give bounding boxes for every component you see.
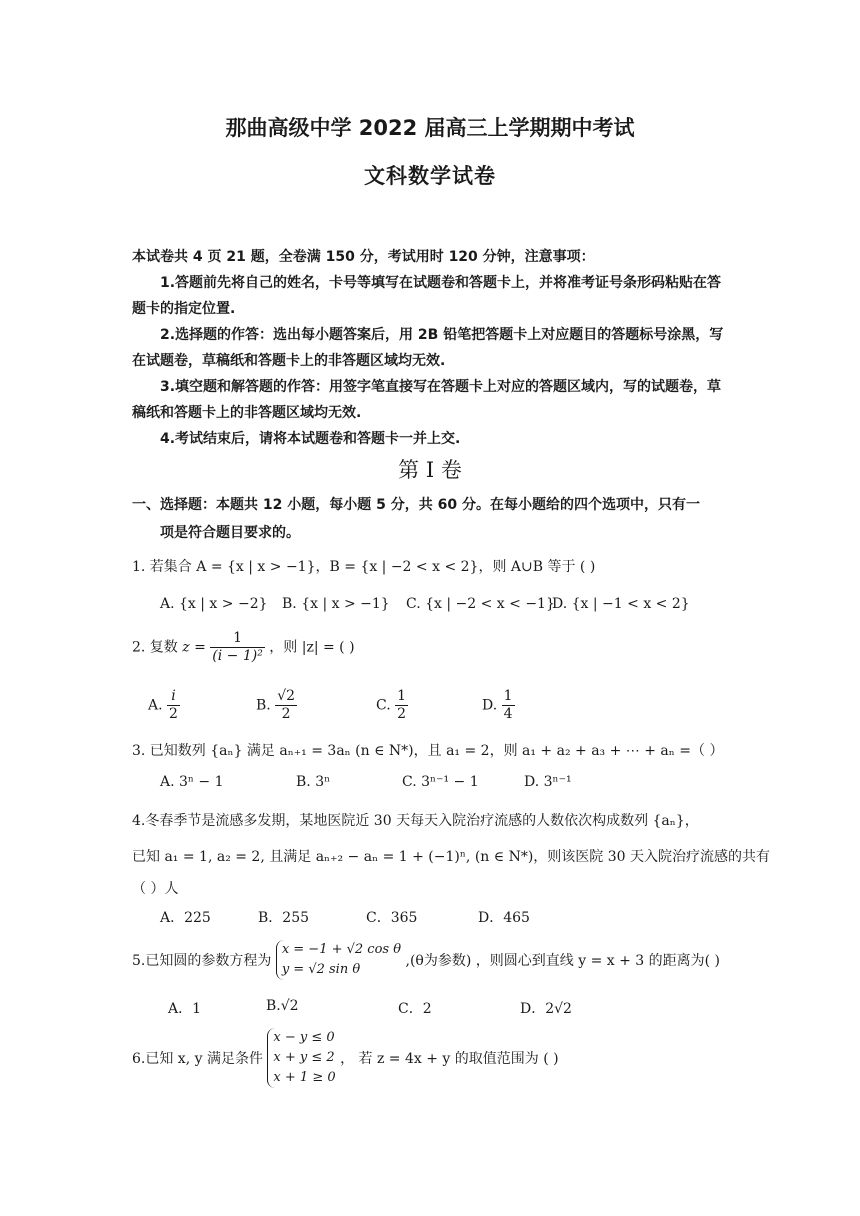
q2-option-a-letter: A. (148, 697, 163, 714)
q2-label: 2. 复数 (132, 639, 178, 656)
q6-eq3: x + 1 ≥ 0 (273, 1070, 336, 1085)
instruction-item-4: 4.考试结束后，请将本试题卷和答题卡一并上交. (160, 431, 461, 447)
q2-option-a-num: i (167, 688, 180, 706)
q6-stem (132, 1028, 559, 1088)
q2-option-a-fraction (167, 688, 180, 723)
q1-option-b: B. {x | x > −1} (282, 596, 390, 612)
q3-option-b: B. 3ⁿ (296, 774, 331, 790)
q2-z-eq: z = (182, 639, 206, 656)
q1-option-d: D. {x | −1 < x < 2} (552, 596, 690, 612)
q2-option-c-num: 1 (397, 688, 407, 704)
q4-option-c: C．365 (366, 910, 418, 926)
q5-eq1: x = −1 + √2 cos θ (281, 942, 402, 957)
q2-option-b-den: 2 (281, 706, 291, 722)
q2-option-b (256, 688, 297, 723)
q2-option-d-letter: D. (482, 697, 498, 714)
q2-option-b-fraction (275, 688, 297, 723)
q2-stem (132, 630, 355, 665)
q5-tail: ，则圆心到直线 y = x + 3 的距离为( ) (475, 953, 721, 969)
q2-option-a (148, 688, 180, 723)
q3-option-a: A. 3ⁿ − 1 (160, 774, 224, 790)
part1-heading-line2: 项是符合题目要求的。 (160, 525, 300, 541)
q2-option-a-den: 2 (169, 706, 178, 722)
q2-denominator: (i − 1)² (212, 648, 263, 664)
q2-option-b-num: √2 (277, 688, 296, 704)
q6-eq2: x + y ≤ 2 (273, 1050, 335, 1065)
q2-option-c-letter: C. (376, 697, 391, 714)
q2-option-d-num: 1 (503, 688, 513, 704)
q2-option-c (376, 688, 408, 723)
part1-heading-line1: 一、选择题：本题共 12 小题，每小题 5 分，共 60 分。在每小题给的四个选项中，只有一 (132, 497, 700, 513)
q2-option-c-den: 2 (397, 706, 407, 722)
q2-numerator: 1 (210, 630, 265, 648)
q1-option-a: A. {x | x > −2} (160, 596, 268, 612)
instruction-item-1: 1.答题前先将自己的姓名，卡号等填写在试题卷和答题卡上，并将准考证号条形码粘贴在答题卡的指定位置. (132, 275, 722, 317)
q4-option-a: A．225 (160, 910, 211, 926)
q4-line1: 4.冬春季节是流感多发期，某地医院近 30 天每天入院治疗流感的人数依次构成数列 {aₙ}， (132, 813, 699, 829)
exam-title: 那曲高级中学 2022 届高三上学期期中考试 (225, 116, 635, 140)
q2-option-b-letter: B. (256, 697, 271, 714)
q2-fraction (210, 630, 265, 665)
instructions-lead: 本试卷共 4 页 21 题，全卷满 150 分，考试用时 120 分钟，注意事项： (132, 249, 595, 265)
q5-equation-system (276, 940, 401, 980)
q5-stem (132, 940, 720, 980)
q3-option-d: D. 3ⁿ⁻¹ (524, 774, 572, 790)
q2-option-d-den: 4 (503, 706, 513, 722)
q1-option-c: C. {x | −2 < x < −1} (406, 596, 555, 612)
q4-option-b: B．255 (258, 910, 310, 926)
q3-option-c: C. 3ⁿ⁻¹ − 1 (402, 774, 479, 790)
section-title: 第 I 卷 (398, 458, 462, 482)
q1-stem: 1. 若集合 A = {x | x > −1}，B = {x | −2 < x < 2}，则 A∪B 等于 ( ) (132, 559, 596, 575)
q2-option-d (482, 688, 515, 723)
q4-line3: （ ）人 (132, 881, 179, 897)
q6-eq1: x − y ≤ 0 (273, 1030, 335, 1045)
instruction-item-3: 3.填空题和解答题的作答：用签字笔直接写在答题卡上对应的答题区域内，写的试题卷，草稿纸和答题卡上的非答题区域均无效. (132, 379, 722, 421)
q2-tail: ，则 |z| = ( ) (269, 639, 355, 656)
q5-option-a: A．1 (168, 1001, 202, 1017)
instruction-item-2: 2.选择题的作答：选出每小题答案后，用 2B 铅笔把答题卡上对应题目的答题标号涂黑，写在试题卷，草稿纸和答题卡上的非答题区域均无效. (132, 327, 724, 369)
q2-option-d-fraction (502, 688, 515, 723)
q5-param: ,(θ为参数) (405, 953, 472, 969)
q5-lead: 5.已知圆的参数方程为 (132, 953, 272, 969)
exam-subtitle: 文科数学试卷 (364, 164, 496, 188)
q2-option-c-fraction (395, 688, 408, 723)
q5-option-c: C．2 (398, 1001, 432, 1017)
q6-constraint-system (267, 1028, 335, 1088)
q6-lead: 6.已知 x, y 满足条件 (132, 1051, 263, 1067)
q6-tail: ， 若 z = 4x + y 的取值范围为 ( ) (340, 1051, 559, 1067)
q5-option-b: B.√2 (266, 998, 299, 1014)
q3-stem: 3. 已知数列 {aₙ} 满足 aₙ₊₁ = 3aₙ (n ∈ N*)，且 a₁ = 2，则 a₁ + a₂ + a₃ + ⋯ + aₙ =（ ） (132, 743, 724, 759)
q4-option-d: D．465 (478, 910, 530, 926)
q4-line2: 已知 a₁ = 1, a₂ = 2, 且满足 aₙ₊₂ − aₙ = 1 + (−1)ⁿ, (n ∈ N*)，则该医院 30 天入院治疗流感的共有 (132, 849, 770, 865)
q5-option-d: D．2√2 (520, 1001, 572, 1017)
q5-eq2: y = √2 sin θ (281, 962, 361, 977)
